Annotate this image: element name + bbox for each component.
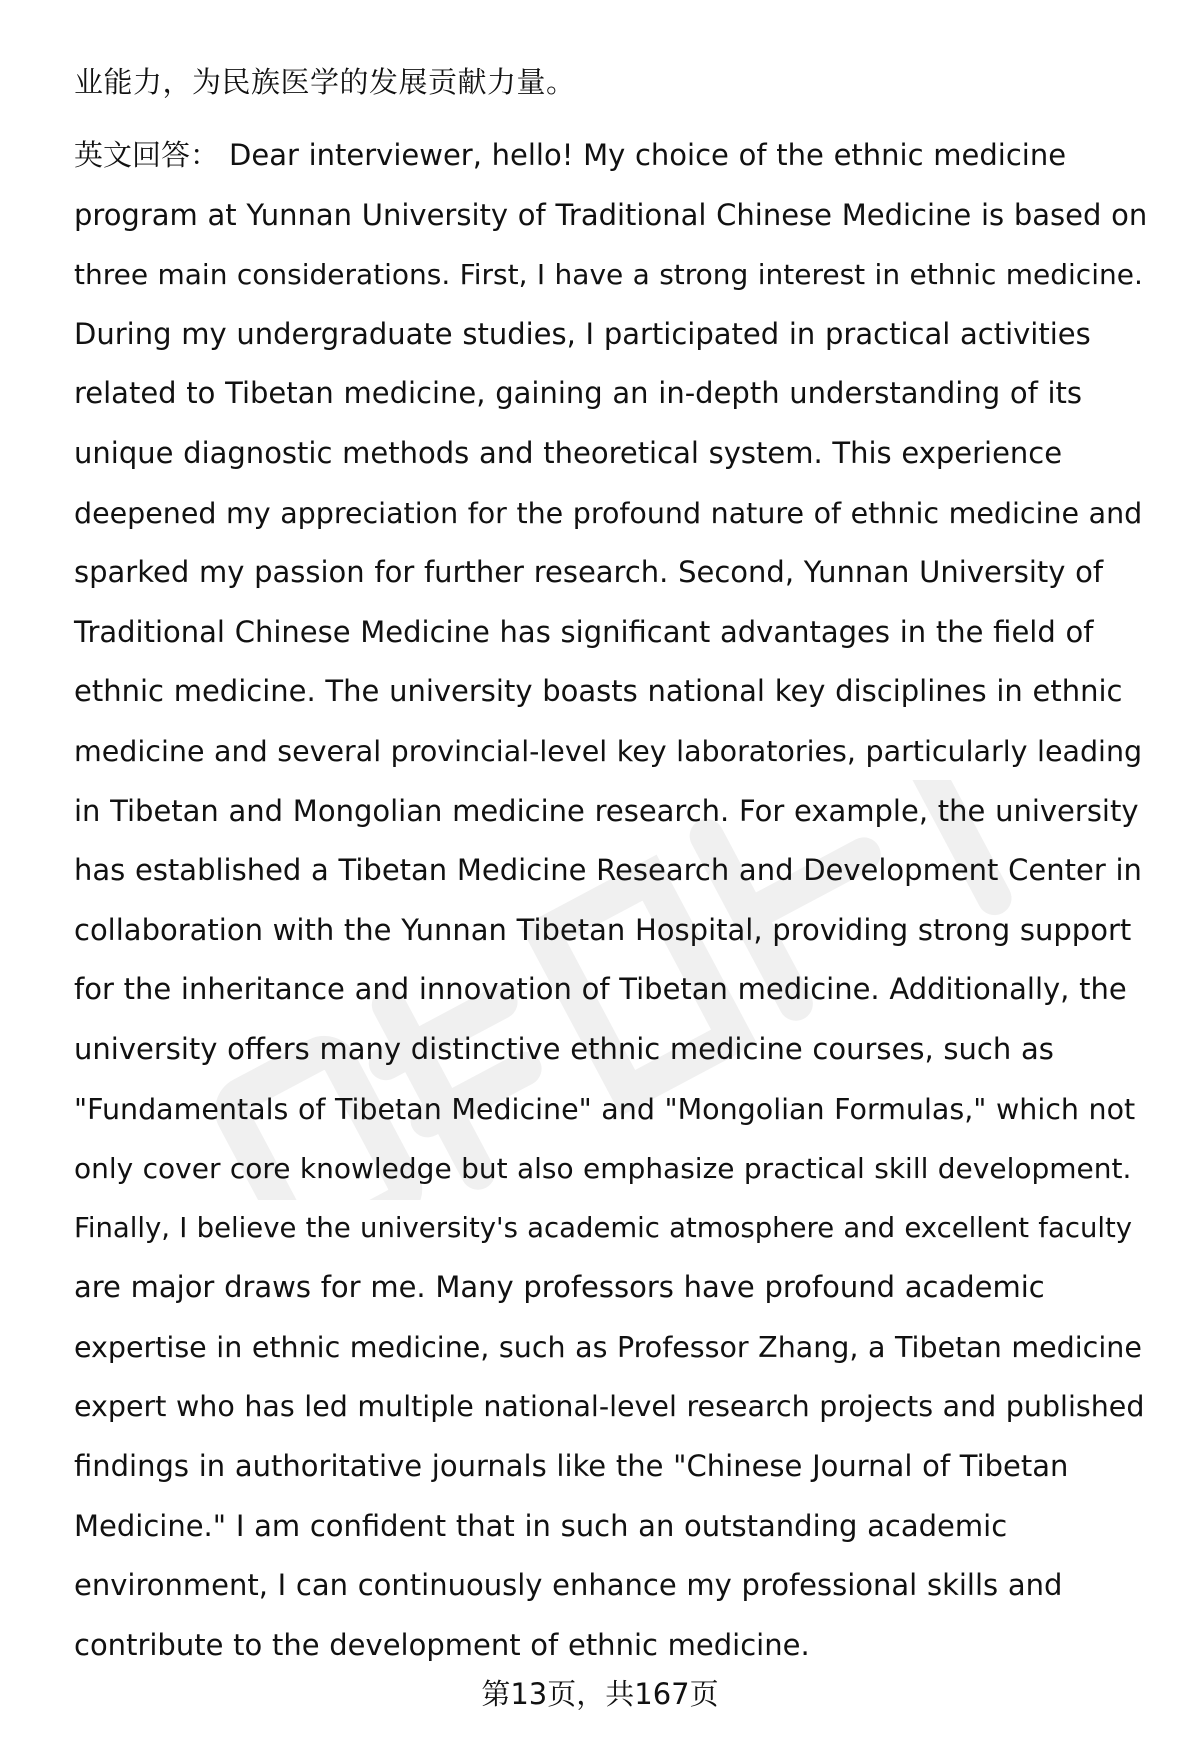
- answer-line: Traditional Chinese Medicine has significant advantages in the field of: [74, 614, 1094, 649]
- answer-line: unique diagnostic methods and theoretical system. This experience: [74, 435, 1063, 470]
- answer-line: "Fundamentals of Tibetan Medicine" and "Mongolian Formulas," which not: [74, 1092, 1136, 1126]
- page-number-footer: 第13页，共167页: [481, 1677, 719, 1711]
- answer-line: three main considerations. First, I have a strong interest in ethnic medicine.: [74, 258, 1143, 292]
- answer-line: only cover core knowledge but also emphasize practical skill development.: [74, 1152, 1132, 1186]
- answer-label: 英文回答：: [74, 138, 220, 172]
- answer-line: are major draws for me. Many professors have profound academic: [74, 1270, 1045, 1305]
- answer-line: ethnic medicine. The university boasts national key disciplines in ethnic: [74, 674, 1123, 709]
- continuation-paragraph: 业能力，为民族医学的发展贡献力量。: [74, 65, 576, 99]
- answer-line: [74, 126, 1149, 186]
- answer-line-text: Dear interviewer, hello! My choice of the ethnic medicine: [229, 138, 1067, 172]
- english-answer-paragraph: [74, 126, 1149, 1675]
- document-page: [74, 52, 1149, 1675]
- answer-line: environment, I can continuously enhance my professional skills and: [74, 1568, 1063, 1603]
- answer-line: collaboration with the Yunnan Tibetan Hospital, providing strong support: [74, 912, 1132, 947]
- answer-line: in Tibetan and Mongolian medicine research. For example, the university: [74, 793, 1139, 828]
- answer-line: medicine and several provincial-level key laboratories, particularly leading: [74, 734, 1143, 768]
- answer-line: During my undergraduate studies, I participated in practical activities: [74, 316, 1091, 351]
- answer-line: sparked my passion for further research. Second, Yunnan University of: [74, 555, 1104, 590]
- answer-line: has established a Tibetan Medicine Research and Development Center in: [74, 853, 1142, 888]
- answer-line: contribute to the development of ethnic medicine.: [74, 1627, 810, 1662]
- answer-line: expert who has led multiple national-level research projects and published: [74, 1390, 1145, 1424]
- answer-line: Medicine." I am confident that in such an outstanding academic: [74, 1508, 1008, 1543]
- answer-line: Finally, I believe the university's academic atmosphere and excellent faculty: [74, 1211, 1133, 1244]
- answer-line: expertise in ethnic medicine, such as Professor Zhang, a Tibetan medicine: [74, 1330, 1142, 1364]
- answer-line: program at Yunnan University of Traditional Chinese Medicine is based on: [74, 197, 1148, 232]
- answer-line: for the inheritance and innovation of Tibetan medicine. Additionally, the: [74, 972, 1127, 1007]
- answer-line: findings in authoritative journals like the "Chinese Journal of Tibetan: [74, 1449, 1069, 1484]
- answer-line: deepened my appreciation for the profound nature of ethnic medicine and: [74, 496, 1143, 530]
- answer-line: university offers many distinctive ethnic medicine courses, such as: [74, 1031, 1054, 1066]
- answer-line: related to Tibetan medicine, gaining an in-depth understanding of its: [74, 376, 1083, 411]
